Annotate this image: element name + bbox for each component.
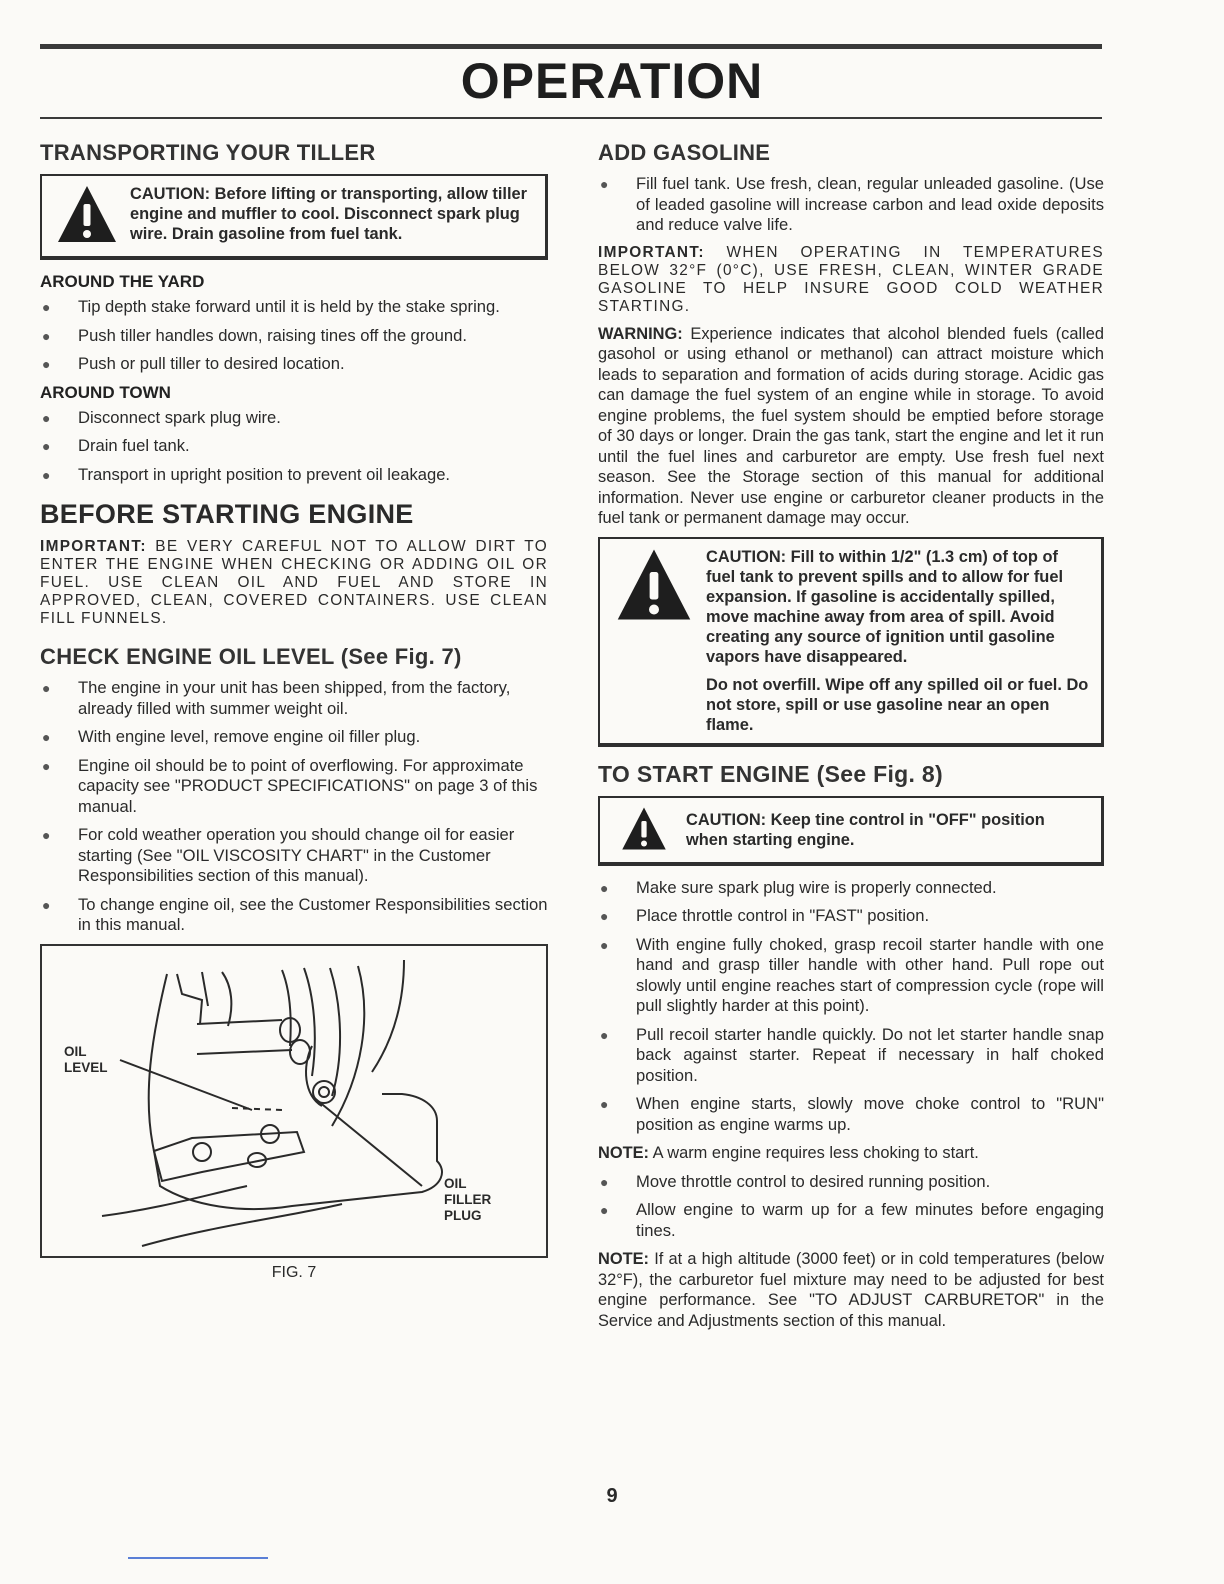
start-caution-text: CAUTION: Keep tine control in "OFF" position when starting engine. (686, 810, 1045, 849)
note-warm-engine (598, 1143, 1104, 1164)
list-item: ● Make sure spark plug wire is properly connected. (600, 877, 997, 897)
warning-icon (56, 184, 118, 248)
around-yard-list (40, 297, 548, 375)
list-item: ● Fill fuel tank. Use fresh, clean, regular unleaded gasoline. (Use of leaded gasoline will increase carbon and lead oxide deposits and reduce valve life. (600, 174, 1104, 234)
footer-underline (128, 1557, 268, 1559)
gas-important-paragraph (598, 244, 1104, 316)
warning-icon (614, 547, 694, 627)
around-town-heading: AROUND TOWN (40, 382, 171, 402)
page-title: OPERATION (460, 53, 764, 109)
list-item: ● The engine in your unit has been shipped, from the factory, already filled with summer weight oil. (42, 678, 511, 718)
right-column (598, 140, 1104, 1335)
list-item: ● Push tiller handles down, raising tines off the ground. (42, 325, 467, 345)
fuel-caution-box (598, 537, 1104, 747)
start-engine-heading: TO START ENGINE (See Fig. 8) (598, 760, 943, 787)
note-label: NOTE: (598, 1144, 649, 1162)
list-item: ● Move throttle control to desired running position. (600, 1171, 991, 1191)
oil-level-heading: CHECK ENGINE OIL LEVEL (See Fig. 7) (40, 644, 462, 669)
note-label: NOTE: (598, 1250, 649, 1268)
list-item: ● For cold weather operation you should change oil for easier starting (See "OIL VISCOSITY CHART" in the Customer Responsibilities section of this manual). (42, 825, 515, 885)
list-item: ● To change engine oil, see the Customer Responsibilities section in this manual. (42, 894, 548, 934)
list-item: ● With engine fully choked, grasp recoil starter handle with one hand and grasp tiller handle with other hand. Pull rope out slowly until engine reaches start of compression cycle (rope will pull slightly harder at this point). (600, 934, 1104, 1015)
list-item: ● Pull recoil starter handle quickly. Do not let starter handle snap back against starter. Repeat if necessary in half choked position. (600, 1024, 1104, 1085)
start-engine-list (598, 878, 1104, 1136)
note-text: A warm engine requires less choking to start. (652, 1144, 979, 1162)
list-item: ● Drain fuel tank. (42, 436, 190, 455)
list-item: ● Place throttle control in "FAST" position. (600, 906, 930, 925)
fuel-caution-text (706, 547, 1091, 735)
figure-7-engine-diagram (40, 944, 548, 1258)
before-starting-heading: BEFORE STARTING ENGINE (40, 499, 414, 529)
start-caution-box (598, 796, 1104, 866)
note-high-altitude (598, 1249, 1104, 1331)
important-label: IMPORTANT: (40, 538, 147, 555)
title-rule (40, 117, 1102, 119)
before-important-paragraph (40, 538, 548, 628)
page-number: 9 (606, 1485, 618, 1507)
figure-caption: FIG. 7 (271, 1263, 317, 1281)
list-item: ● Push or pull tiller to desired location. (42, 354, 345, 373)
transport-heading: TRANSPORTING YOUR TILLER (40, 140, 376, 165)
fuel-caution-line-1: CAUTION: Fill to within 1/2" (1.3 cm) of top of fuel tank to prevent spills and to allow for fuel expansion. If gasoline is accidentally spilled, move machine away from area of spill. Avoid creating any source of ignition until gasoline vapors have disappeared. (706, 547, 1063, 666)
add-gasoline-list (598, 174, 1104, 236)
left-column (40, 140, 548, 1282)
list-item: ● When engine starts, slowly move choke control to "RUN" position as engine warms up. (600, 1094, 1104, 1134)
important-label: IMPORTANT: (598, 243, 705, 261)
note-text: If at a high altitude (3000 feet) or in cold temperatures (below 32°F), the carburetor fuel mixture may need to be adjusted for best engine performance. See "TO ADJUST CARBURETOR" in the Service and Adjustments section of this manual. (598, 1250, 1105, 1330)
important-text: WHEN OPERATING IN TEMPERATURES BELOW 32°F (0°C), USE FRESH, CLEAN, WINTER GRADE GASOLINE TO HELP INSURE GOOD COLD WEATHER STARTING. (598, 243, 1105, 315)
oil-level-callout: OIL LEVEL (64, 1043, 108, 1075)
start-engine-list-2 (598, 1172, 1104, 1242)
list-item: ● Allow engine to warm up for a few minutes before engaging tines. (600, 1200, 1104, 1240)
oil-filler-plug-callout: OIL FILLER PLUG (444, 1175, 492, 1223)
list-item: ● Engine oil should be to point of overflowing. For approximate capacity see "PRODUCT SPECIFICATIONS" on page 3 of this manual. (42, 755, 538, 816)
list-item: ● Tip depth stake forward until it is held by the stake spring. (42, 297, 500, 316)
add-gasoline-heading: ADD GASOLINE (598, 140, 771, 165)
warning-text: Experience indicates that alcohol blended fuels (called gasohol or using ethanol or methanol) can attract moisture which leads to separation and formation of acids during storage. Acidic gas can damage the fuel system of an engine while in storage. To avoid engine problems, the fuel system should be emptied before storage of 30 days or longer. Drain the gas tank, start the engine and let it run until the fuel lines and carburetor are empty. Use fresh fuel next season. See the Storage section of this manual for additional information. Never use engine or carburetor cleaner products in the fuel tank or permanent damage may occur. (598, 324, 1104, 527)
list-item: ● Transport in upright position to prevent oil leakage. (42, 464, 451, 484)
around-town-list (40, 408, 548, 486)
warning-label: WARNING: (598, 324, 683, 343)
list-item: ● Disconnect spark plug wire. (42, 407, 281, 427)
fuel-caution-line-2: Do not overfill. Wipe off any spilled oil or fuel. Do not store, spill or use gasoline near an open flame. (706, 675, 1089, 734)
important-text: BE VERY CAREFUL NOT TO ALLOW DIRT TO ENTER THE ENGINE WHEN CHECKING OR ADDING OIL OR FUEL. USE CLEAN OIL AND FUEL AND STORE IN APPROVED, CLEAN, COVERED CONTAINERS. USE CLEAN FILL FUNNELS. (40, 538, 549, 627)
transport-caution-text: CAUTION: Before lifting or transporting, allow tiller engine and muffler to cool. Disconnect spark plug wire. Drain gasoline from fuel tank. (130, 185, 528, 243)
warning-paragraph (598, 324, 1104, 529)
transport-caution-box (40, 174, 548, 260)
top-rule (40, 44, 1102, 49)
list-item: ● With engine level, remove engine oil filler plug. (42, 727, 421, 746)
oil-level-list (40, 678, 548, 936)
around-yard-heading: AROUND THE YARD (40, 272, 205, 291)
warning-icon (614, 806, 674, 854)
